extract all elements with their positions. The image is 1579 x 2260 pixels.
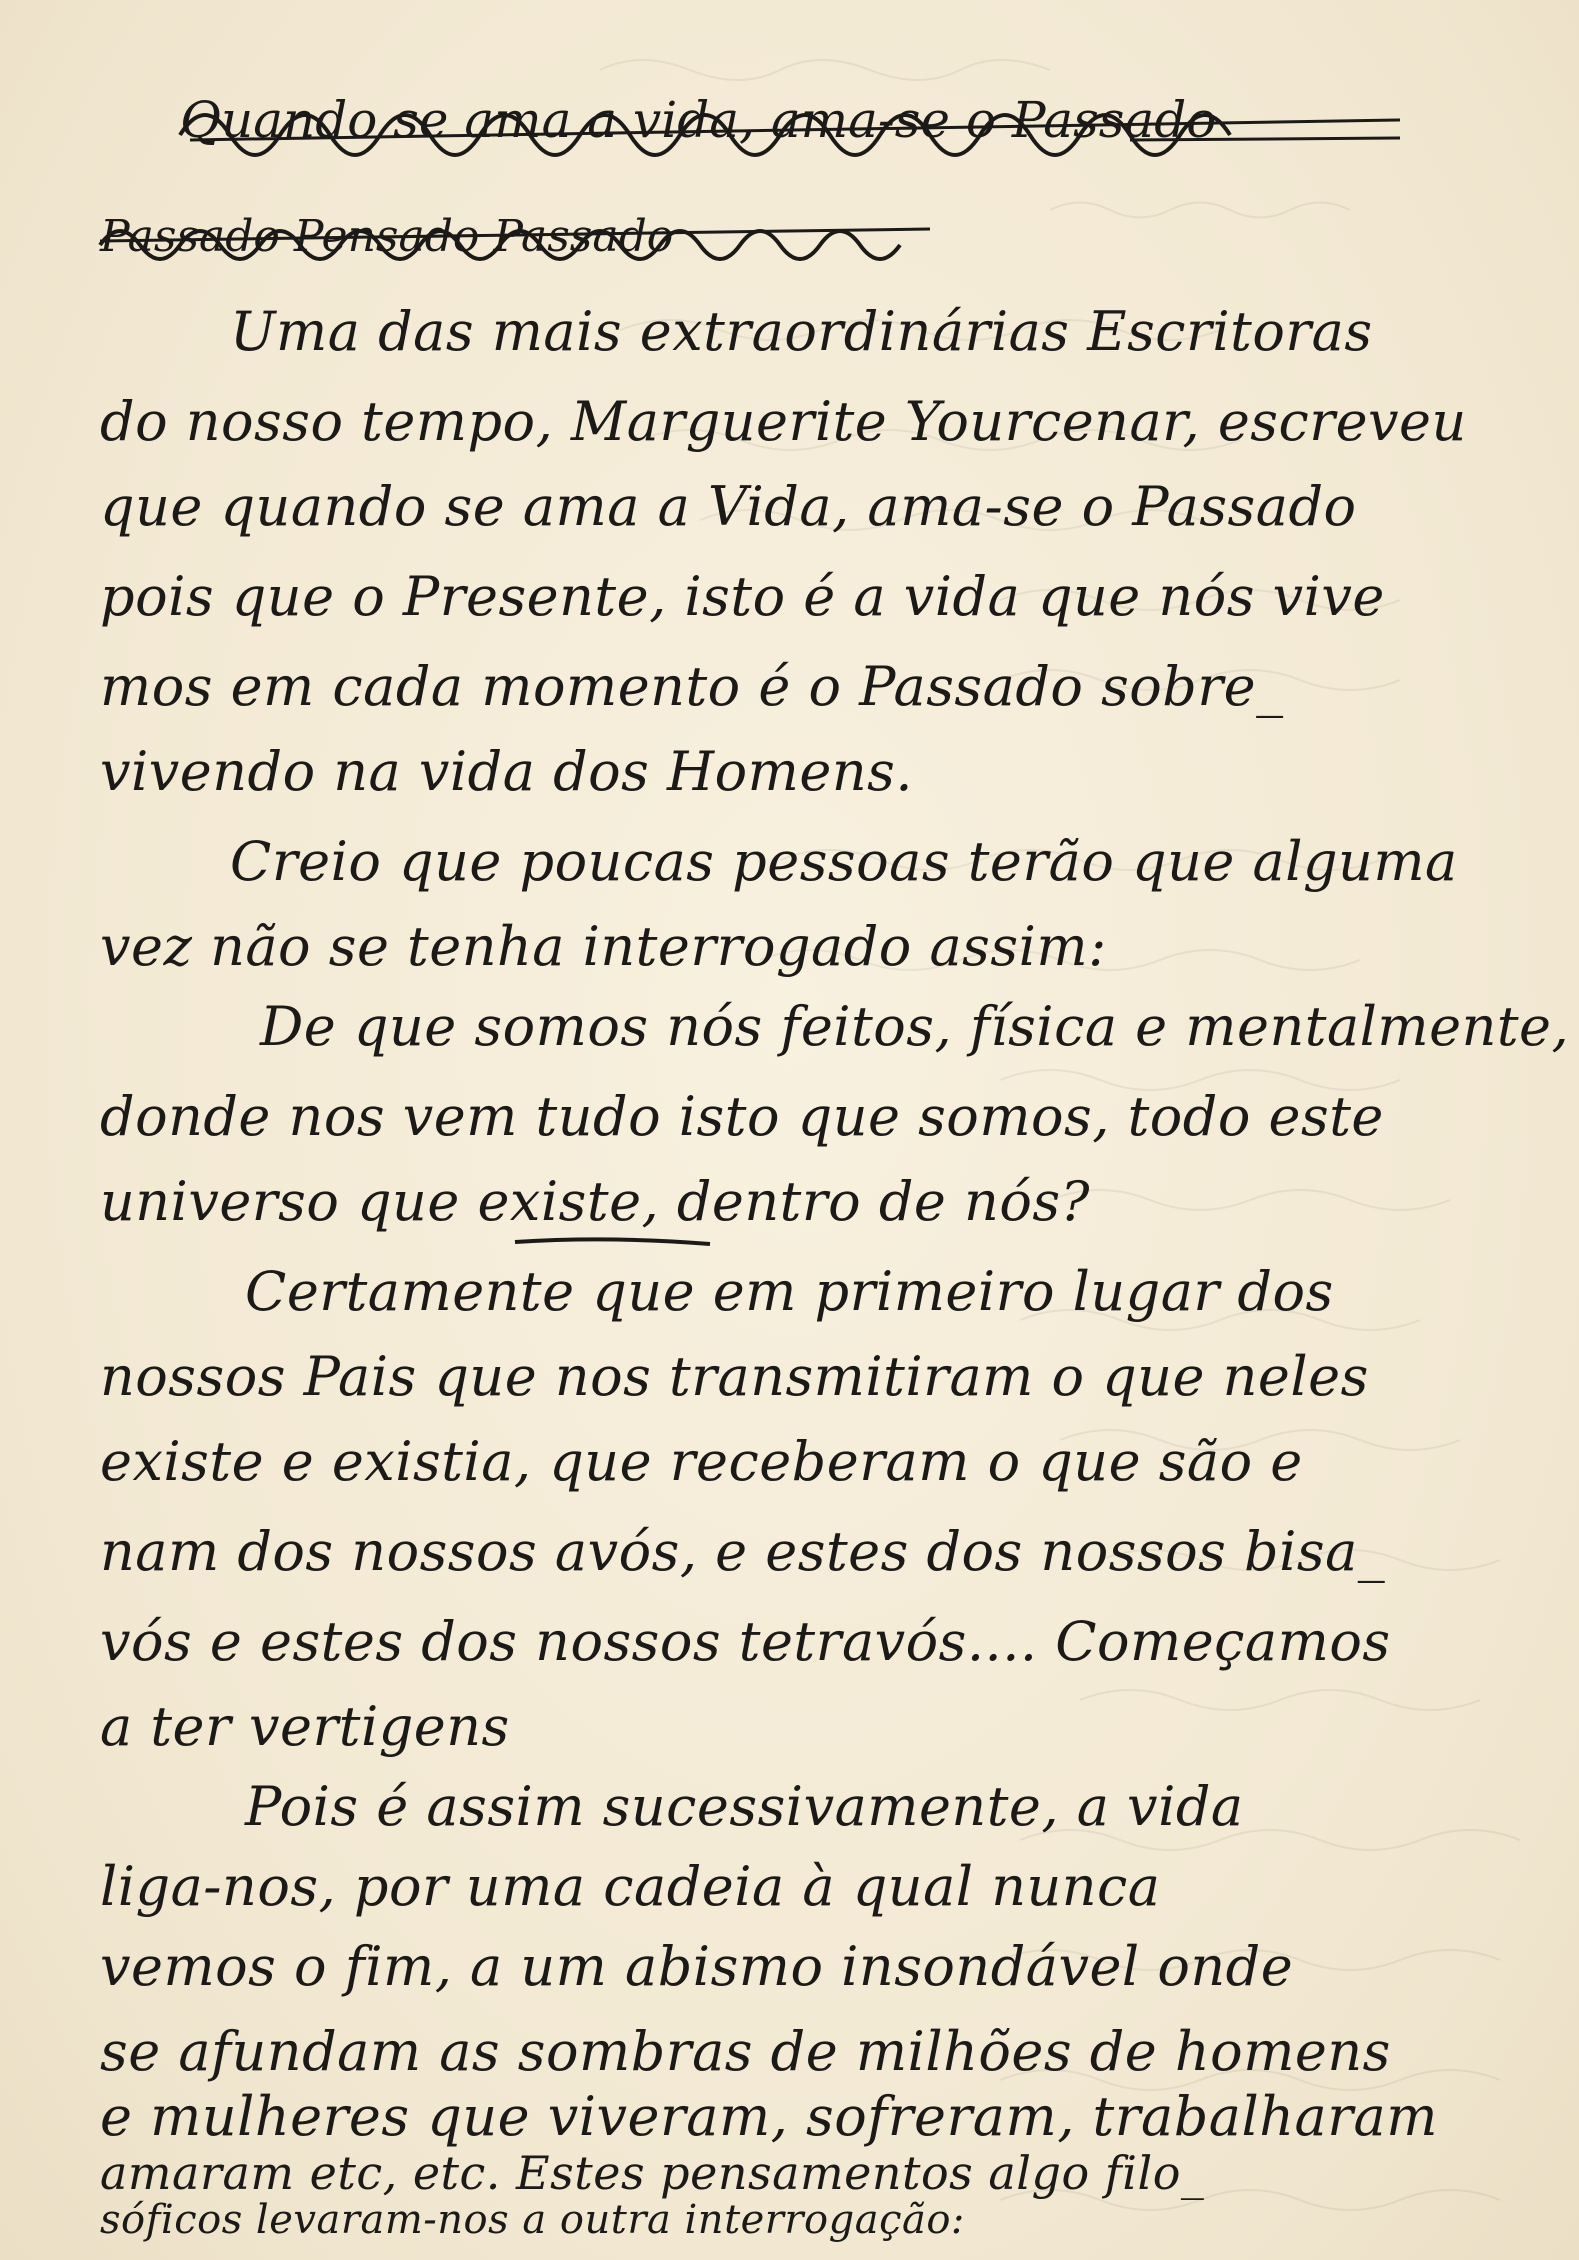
text-line-15: nam dos nossos avós, e estes dos nossos bisa_ — [100, 1520, 1386, 1583]
text-line-19: liga-nos, por uma cadeia à qual nunca — [100, 1855, 1161, 1918]
text-line-5: mos em cada momento é o Passado sobre_ — [100, 655, 1284, 718]
text-line-9: De que somos nós feitos, física e mentalmente, — [260, 995, 1570, 1058]
strikethrough-scribble-2 — [90, 205, 950, 285]
struck-heading-1: Quando se ama a vida, ama-se o Passado — [180, 91, 1217, 149]
struck-heading-2: Passado Pensado Passado — [100, 211, 674, 262]
text-line-4: pois que o Presente, isto é a vida que nós vive — [100, 565, 1385, 628]
text-line-10: donde nos vem tudo isto que somos, todo este — [100, 1085, 1384, 1148]
underline-mark — [510, 1232, 720, 1252]
text-line-6: vivendo na vida dos Homens. — [100, 740, 913, 803]
text-line-17: a ter vertigens — [100, 1695, 510, 1758]
text-line-16: vós e estes dos nossos tetravós.... Começamos — [100, 1610, 1391, 1673]
underlined-word: existe — [477, 1170, 642, 1233]
text-line-22: e mulheres que viveram, sofreram, trabalharam — [100, 2085, 1438, 2148]
text-line-1: Uma das mais extraordinárias Escritoras — [230, 300, 1373, 363]
text-line-20: vemos o fim, a um abismo insondável onde — [100, 1935, 1294, 1998]
text-line-11-content: universo que existe, dentro de nós? — [100, 1170, 1090, 1233]
text-line-3: que quando se ama a Vida, ama-se o Passado — [100, 475, 1357, 538]
text-line-8: vez não se tenha interrogado assim: — [100, 915, 1107, 978]
text-line-11 — [100, 1170, 1090, 1233]
text-line-13: nossos Pais que nos transmitiram o que neles — [100, 1345, 1369, 1408]
text-line-14: existe e existia, que receberam o que são e — [100, 1430, 1303, 1493]
text-line-18: Pois é assim sucessivamente, a vida — [245, 1775, 1244, 1838]
text-line-7: Creio que poucas pessoas terão que alguma — [230, 830, 1458, 893]
text-line-2: do nosso tempo, Marguerite Yourcenar, escreveu — [100, 390, 1467, 453]
text-line-12: Certamente que em primeiro lugar dos — [245, 1260, 1334, 1323]
strikethrough-scribble-1 — [170, 80, 1420, 190]
text-line-21: se afundam as sombras de milhões de homens — [100, 2020, 1391, 2083]
text-line-24: sóficos levaram-nos a outra interrogação: — [100, 2197, 965, 2243]
text-line-23: amaram etc, etc. Estes pensamentos algo filo_ — [100, 2146, 1205, 2200]
